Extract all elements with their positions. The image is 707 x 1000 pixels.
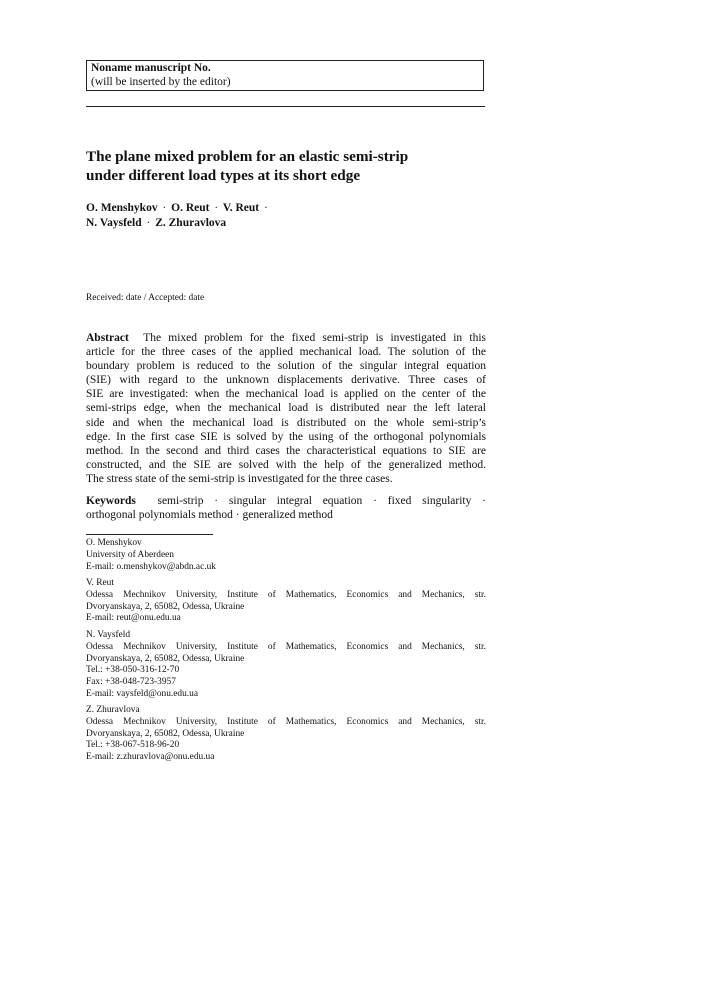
author-line [86,201,496,216]
affiliation-fax: Fax: +38-048-723-3957 [86,677,176,688]
manuscript-note: (will be inserted by the editor) [91,75,231,88]
author-name: O. Reut [171,202,210,214]
header-rule [86,106,485,107]
author-name: V. Reut [222,202,260,214]
abstract-line: method. In the second and third cases the characteristical equations to SIE are [86,444,486,457]
affiliation-line: Dvoryanskaya, 2, 65082, Odessa, Ukraine [86,728,245,739]
affiliation-name: Z. Zhuravlova [86,705,140,715]
abstract-line: The stress state of the semi-strip is investigated for the three cases. [86,472,393,485]
affiliation-line: Dvoryanskaya, 2, 65082, Odessa, Ukraine [86,653,245,664]
affiliation-name: V. Reut [86,578,114,588]
author-line [86,216,496,231]
affiliation-phone: Tel.: +38-050-316-12-70 [86,665,180,676]
affiliation-line: Odessa Mechnikov University, Institute of Mathematics, Economics and Mechanics, str. [86,716,486,727]
abstract-line: boundary problem is reduced to the solution of the singular integral equation [86,360,486,373]
affiliation-phone: Tel.: +38-067-518-96-20 [86,740,180,751]
affiliation-email: E-mail: o.menshykov@abdn.ac.uk [86,561,216,572]
affiliation-line: Odessa Mechnikov University, Institute of Mathematics, Economics and Mechanics, str. [86,589,486,600]
keywords-heading: Keywords [86,495,136,507]
affiliation-line: University of Aberdeen [86,549,174,560]
affiliation-menshykov [86,538,486,573]
affiliation-name: N. Vaysfeld [86,630,131,640]
affiliation-email: E-mail: reut@onu.edu.ua [86,613,181,624]
abstract-line: SIE are investigated: when the mechanical load is applied on the center of the [86,388,486,401]
author-name: Z. Zhuravlova [155,216,227,229]
author-separator: · [264,202,268,214]
author-separator: · [146,216,151,229]
author-separator: · [214,202,219,214]
affiliation-vaysfeld [86,630,486,701]
affiliation-name: O. Menshykov [86,538,142,548]
abstract-line: (SIE) with regard to the unknown displacements derivative. Three cases of [86,374,486,387]
abstract-line [86,331,486,345]
keywords-text: semi-strip · singular integral equation · fixed singularity · [157,495,487,507]
abstract-line: semi-strips edge, when the mechanical load is distributed near the left lateral [86,402,486,415]
keywords [86,494,486,522]
author-name: N. Vaysfeld [86,216,142,229]
paper-title [86,148,496,185]
abstract-line: constructed, and the SIE are solved with the help of the generalized method. [86,458,486,471]
author-list [86,201,496,230]
affiliation-line: Dvoryanskaya, 2, 65082, Odessa, Ukraine [86,601,245,612]
manuscript-info-box [86,60,484,91]
abstract [86,331,486,486]
abstract-line: edge. In the first case SIE is solved by the using of the orthogonal polynomials [86,430,486,443]
keywords-line [86,494,486,508]
footnote-rule [86,534,213,535]
abstract-text: The mixed problem for the fixed semi-strip is investigated in this [143,332,486,344]
author-separator: · [162,202,167,214]
abstract-heading: Abstract [86,332,129,344]
paper-title-line: The plane mixed problem for an elastic semi-strip [86,148,409,165]
abstract-line: article for the three cases of the applied mechanical load. The solution of the [86,346,486,359]
received-accepted-date: Received: date / Accepted: date [86,293,205,303]
manuscript-title: Noname manuscript No. [91,62,211,74]
affiliation-email: E-mail: z.zhuravlova@onu.edu.ua [86,752,215,763]
affiliation-zhuravlova [86,705,486,764]
affiliation-email: E-mail: vaysfeld@onu.edu.ua [86,688,198,699]
affiliation-reut [86,578,486,625]
keywords-line: orthogonal polynomials method · generalized method [86,509,333,522]
affiliation-line: Odessa Mechnikov University, Institute of Mathematics, Economics and Mechanics, str. [86,641,486,652]
author-name: O. Menshykov [86,202,158,214]
paper-title-line: under different load types at its short edge [86,166,361,184]
abstract-line: side and when the mechanical load is distributed on the whole semi-strip’s [86,416,486,429]
